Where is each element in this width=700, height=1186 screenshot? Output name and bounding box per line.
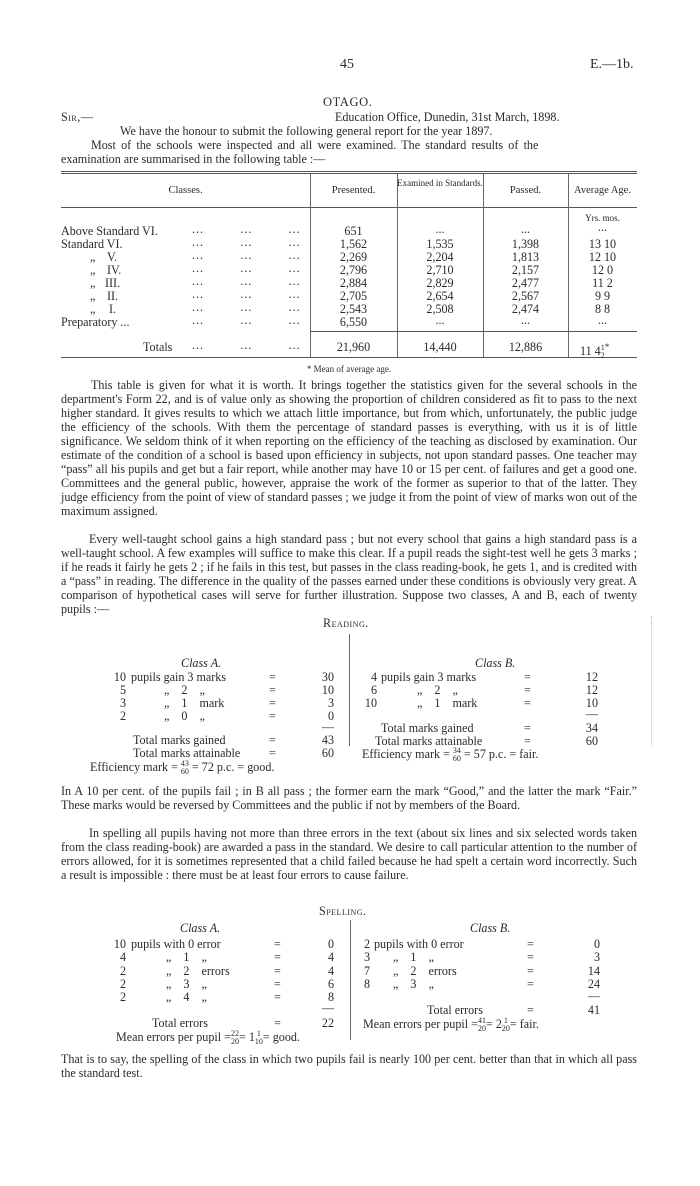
row-leader <box>192 235 301 249</box>
row-leader <box>192 261 301 275</box>
totals-age-value: 11 4 <box>580 344 601 359</box>
mean-result: = good. <box>262 1030 300 1044</box>
row-age: 11 2 <box>592 276 613 290</box>
header-classes: Classes. <box>168 185 203 196</box>
row-presented: 2,269 <box>339 250 368 264</box>
pupil-count: 5 <box>119 683 126 697</box>
document-reference: E.—1b. <box>590 57 634 72</box>
row-leader <box>192 222 301 236</box>
efficiency-label: Efficiency mark = <box>90 760 178 774</box>
leader-dots: ... <box>240 235 253 249</box>
row-value: 4 <box>327 950 334 964</box>
equals-sign: = <box>524 670 531 684</box>
fraction-numerator: 43 <box>180 759 189 769</box>
row-value: 30 <box>321 670 334 684</box>
total-marks-attainable: 60 <box>585 734 598 748</box>
row-label: V. <box>107 250 118 264</box>
mean-result: = fair. <box>509 1017 539 1031</box>
leader-dots: ... <box>240 274 253 288</box>
pupil-count: 8 <box>363 977 370 991</box>
leader-dots: ... <box>192 300 205 314</box>
fraction-numerator: 34 <box>452 746 461 756</box>
row-text: pupils gain 3 marks <box>381 670 477 684</box>
fraction-numerator: 1 <box>600 343 605 353</box>
row-text: „ 2 „ <box>164 683 205 697</box>
sum-rule: — <box>585 707 598 721</box>
equals-sign: = <box>524 696 531 710</box>
equals-sign: = <box>274 1016 281 1030</box>
row-text: pupils with 0 error <box>374 937 464 951</box>
row-age: ... <box>597 313 608 327</box>
mean-fraction <box>231 1030 239 1046</box>
row-ditto: „ <box>90 263 96 277</box>
row-value: 12 <box>585 670 598 684</box>
row-text: „ 3 „ <box>166 977 207 991</box>
leader-dots: ... <box>240 300 253 314</box>
row-presented: 6,550 <box>339 315 368 329</box>
mean-remainder-fraction <box>255 1030 263 1046</box>
row-age: 13 10 <box>588 237 617 251</box>
pupil-count: 4 <box>370 670 377 684</box>
page-number: 45 <box>340 57 354 72</box>
leader-dots: ... <box>192 261 205 275</box>
equals-sign: = <box>527 937 534 951</box>
leader-dots: ... <box>288 287 301 301</box>
total-marks-attainable: 60 <box>321 746 334 760</box>
reading-class-a-title: Class A. <box>181 656 222 670</box>
row-value: 6 <box>327 977 334 991</box>
row-ditto: „ <box>90 276 96 290</box>
leader-dots: ... <box>240 261 253 275</box>
row-examined: 2,710 <box>426 263 454 277</box>
leader-dots: ... <box>240 287 253 301</box>
row-examined: 2,508 <box>426 302 454 316</box>
spelling-class-a-title: Class A. <box>180 921 221 935</box>
pupil-count: 10 <box>364 696 377 710</box>
pupil-count: 2 <box>119 709 126 723</box>
equals-sign: = <box>527 977 534 991</box>
total-errors: 41 <box>587 1003 600 1017</box>
leader-dots: ... <box>288 274 301 288</box>
header-examined <box>397 178 483 189</box>
pupil-count: 6 <box>370 683 377 697</box>
row-presented: 2,543 <box>339 302 368 316</box>
row-label: III. <box>105 276 121 290</box>
leader-dots: ... <box>288 313 301 327</box>
fraction-denominator: 10 <box>254 1037 263 1047</box>
total-errors-label: Total errors <box>152 1016 208 1030</box>
reading-class-b-title: Class B. <box>475 656 516 670</box>
row-presented: 2,705 <box>339 289 368 303</box>
fraction-denominator: 2 <box>600 351 605 361</box>
row-value: 10 <box>585 696 598 710</box>
leader-dots: ... <box>288 300 301 314</box>
leader-dots: ... <box>240 338 253 352</box>
row-examined: 2,654 <box>426 289 454 303</box>
row-age: 8 8 <box>594 302 611 316</box>
mean-whole: = 1 <box>238 1030 255 1044</box>
row-passed: 2,477 <box>511 276 540 290</box>
equals-sign: = <box>269 683 276 697</box>
row-age: ... <box>597 220 608 234</box>
row-text: „ 1 „ <box>393 950 434 964</box>
leader-dots: ... <box>192 287 205 301</box>
fraction-denominator: 20 <box>477 1024 486 1034</box>
row-passed: 2,474 <box>511 302 540 316</box>
row-label: Above Standard VI. <box>61 224 158 238</box>
row-passed: 1,813 <box>511 250 540 264</box>
equals-sign: = <box>527 950 534 964</box>
row-passed: ... <box>520 313 531 327</box>
salutation: Sir,— <box>61 110 94 124</box>
row-passed: 2,157 <box>511 263 540 277</box>
equals-sign: = <box>269 746 276 760</box>
leader-dots: ... <box>288 261 301 275</box>
row-label: I. <box>109 302 117 316</box>
fraction-numerator: 22 <box>230 1029 239 1039</box>
row-text: „ 1 mark <box>417 696 478 710</box>
totals-age <box>580 340 609 360</box>
equals-sign: = <box>269 733 276 747</box>
equals-sign: = <box>524 721 531 735</box>
row-value: 14 <box>587 964 600 978</box>
row-text: „ 2 „ <box>417 683 458 697</box>
totals-presented: 21,960 <box>336 340 371 354</box>
row-value: 24 <box>587 977 600 991</box>
fraction-denominator: 60 <box>180 767 189 777</box>
table-footnote: * Mean of average age. <box>306 364 392 374</box>
fraction-numerator: 41 <box>477 1016 486 1026</box>
pupil-count: 2 <box>119 990 126 1004</box>
row-presented: 2,884 <box>339 276 368 290</box>
efficiency-label: Efficiency mark = <box>362 747 450 761</box>
section-title: OTAGO. <box>323 95 373 109</box>
row-value: 3 <box>593 950 600 964</box>
row-presented: 651 <box>344 224 363 238</box>
row-passed: 1,398 <box>511 237 540 251</box>
row-age: 9 9 <box>594 289 611 303</box>
paragraph-spelling-rule: In spelling all pupils having not more than three errors in the text (about six lines and six selected words taken from the class reading-book) are awarded a pass in the standard. We desire to call particular attention to the number of errors allowed, for it is sometimes represented that a child failed because he had spelt a certain word incorrectly. Such a result is impossible : there must be at least four errors to cause failure. <box>61 826 637 882</box>
row-examined: 1,535 <box>426 237 454 251</box>
mean-errors <box>116 1030 300 1046</box>
row-leader <box>192 313 301 327</box>
row-passed: 2,567 <box>511 289 540 303</box>
row-value: 12 <box>585 683 598 697</box>
efficiency-fraction <box>453 747 461 763</box>
fraction-denominator: 60 <box>452 754 461 764</box>
row-text: „ 1 „ <box>166 950 207 964</box>
row-text: „ 3 „ <box>393 977 434 991</box>
row-presented: 2,796 <box>339 263 368 277</box>
row-passed: ... <box>520 222 531 236</box>
intro-line-2: Most of the schools were inspected and all were examined. The standard results of the <box>91 138 539 152</box>
row-value: 3 <box>327 696 334 710</box>
leader-dots: ... <box>288 222 301 236</box>
spelling-class-b-title: Class B. <box>470 921 511 935</box>
spelling-title: Spelling. <box>319 904 367 918</box>
header-passed: Passed. <box>509 185 542 196</box>
total-marks-gained-label: Total marks gained <box>381 721 474 735</box>
pupil-count: 2 <box>119 977 126 991</box>
mean-errors-label: Mean errors per pupil = <box>116 1030 231 1044</box>
mean-whole: = 2 <box>485 1017 502 1031</box>
sum-rule: — <box>587 989 600 1003</box>
row-leader <box>192 274 301 288</box>
total-errors: 22 <box>321 1016 334 1030</box>
row-leader <box>192 300 301 314</box>
fraction-numerator: 1 <box>256 1029 261 1039</box>
row-leader <box>192 338 301 352</box>
leader-dots: ... <box>192 248 205 262</box>
row-label: Standard VI. <box>61 237 123 251</box>
header-examined-label: Examined in Standards. <box>397 178 483 188</box>
row-value: 4 <box>327 964 334 978</box>
intro-line-1: We have the honour to submit the following general report for the year 1897. <box>120 124 493 138</box>
fraction-numerator: 1 <box>503 1016 508 1026</box>
equals-sign: = <box>274 977 281 991</box>
efficiency-mark <box>362 747 538 763</box>
leader-dots: ... <box>192 313 205 327</box>
row-value: 0 <box>327 709 334 723</box>
row-text: „ 1 mark <box>164 696 225 710</box>
efficiency-result: = 57 p.c. = fair. <box>463 747 539 761</box>
row-text: „ 2 errors <box>393 964 457 978</box>
totals-examined: 14,440 <box>423 340 457 354</box>
leader-dots: ... <box>240 313 253 327</box>
row-ditto: „ <box>90 289 96 303</box>
pupil-count: 2 <box>119 964 126 978</box>
row-text: pupils gain 3 marks <box>131 670 227 684</box>
equals-sign: = <box>524 683 531 697</box>
equals-sign: = <box>274 990 281 1004</box>
leader-dots: ... <box>240 222 253 236</box>
paragraph-reading-result: In A 10 per cent. of the pupils fail ; in B all pass ; the former earn the mark “Good,” and the latter the mark “Fair.” These marks would be reversed by Committees and the public if not by members of the Board. <box>61 784 637 812</box>
mean-errors-label: Mean errors per pupil = <box>363 1017 478 1031</box>
sum-rule: — <box>321 1001 334 1015</box>
equals-sign: = <box>527 964 534 978</box>
row-label: IV. <box>107 263 122 277</box>
sum-rule: — <box>321 720 334 734</box>
row-ditto: „ <box>90 302 96 316</box>
row-value: 0 <box>593 937 600 951</box>
total-marks-gained-label: Total marks gained <box>133 733 226 747</box>
total-marks-gained: 43 <box>321 733 334 747</box>
equals-sign: = <box>274 950 281 964</box>
paragraph-closing: That is to say, the spelling of the class in which two pupils fail is nearly 100 per cent. better than that in which all pass the standard test. <box>61 1052 637 1080</box>
office-line: Education Office, Dunedin, 31st March, 1898. <box>335 110 560 124</box>
mean-remainder-fraction <box>502 1017 510 1033</box>
leader-dots: ... <box>288 248 301 262</box>
paragraph-table-comment: This table is given for what it is worth. It brings together the statistics given for the several schools in the department's Form 22, and is of value only as showing the proportion of children considered as fit to pass to the next higher standard. It gives results to which we attach little importance, but from which, unfortunately, the public judge the efficiency of the schools. With them the percentage of standard passes is everything, with us it is of little significance. We seldom think of it when reporting on the efficiency of the teaching as disclosed by examination. Our estimate of the condition of a school is based upon efficiency in subjects, not upon standard passes. One teacher may “pass” all his pupils and get but a fair report, while another may have 10 or 15 per cent. of failures and get a good one. Committees and the general public, however, appraise the work of the former as superior to that of the latter. They judge efficiency from the point of view of standard passes ; we judge it from the point of view of marks won out of the maximum assigned. <box>61 378 637 518</box>
leader-dots: ... <box>192 235 205 249</box>
equals-sign: = <box>274 937 281 951</box>
mean-errors <box>363 1017 539 1033</box>
paragraph-standard-pass: Every well-taught school gains a high standard pass ; but not every school that gains a high standard pass is a well-taught school. A few examples will suffice to make this clear. If a pupil reads the sight-test well he gets 3 marks ; if he reads it fairly he gets 2 ; if he fails in this test, but passes in the class reading-book, he gets 1, and is credited with a “pass” in reading. The difference in the quality of the passes earned under these conditions is obviously very great. A comparison of hypothetical cases will serve for further illustration. Suppose two classes, A and B, each of twenty pupils :— <box>61 532 637 616</box>
reading-title: Reading. <box>323 616 369 630</box>
leader-dots: ... <box>192 338 205 352</box>
pupil-count: 4 <box>119 950 126 964</box>
row-leader <box>192 287 301 301</box>
row-text: „ 2 errors <box>166 964 230 978</box>
header-average-age: Average Age. <box>574 185 631 196</box>
intro-line-3: examination are summarised in the following table :— <box>61 152 326 166</box>
pupil-count: 2 <box>363 937 370 951</box>
equals-sign: = <box>524 734 531 748</box>
pupil-count: 3 <box>363 950 370 964</box>
row-leader <box>192 248 301 262</box>
totals-passed: 12,886 <box>508 340 543 354</box>
header-presented: Presented. <box>331 185 376 196</box>
efficiency-mark <box>90 760 274 776</box>
leader-dots: ... <box>192 274 205 288</box>
row-value: 0 <box>327 937 334 951</box>
row-age: 12 10 <box>588 250 617 264</box>
total-marks-gained: 34 <box>585 721 598 735</box>
row-value: 10 <box>321 683 334 697</box>
row-examined: ... <box>435 313 445 327</box>
efficiency-result: = 72 p.c. = good. <box>191 760 275 774</box>
row-value: 8 <box>327 990 334 1004</box>
row-text: pupils with 0 error <box>131 937 221 951</box>
row-examined: ... <box>435 222 445 236</box>
total-marks-attainable-label: Total marks attainable <box>133 746 241 760</box>
equals-sign: = <box>269 709 276 723</box>
fraction-denominator: 20 <box>230 1037 239 1047</box>
pupil-count: 10 <box>113 937 126 951</box>
leader-dots: ... <box>240 248 253 262</box>
row-examined: 2,204 <box>426 250 454 264</box>
row-text: „ 0 „ <box>164 709 205 723</box>
row-text: „ 4 „ <box>166 990 207 1004</box>
leader-dots: ... <box>288 338 301 352</box>
row-ditto: „ <box>90 250 96 264</box>
equals-sign: = <box>274 964 281 978</box>
total-errors-label: Total errors <box>427 1003 483 1017</box>
row-presented: 1,562 <box>339 237 368 251</box>
row-age: 12 0 <box>591 263 614 277</box>
efficiency-fraction <box>181 760 189 776</box>
row-label: Preparatory ... <box>61 315 130 329</box>
totals-label: Totals <box>143 340 173 354</box>
total-marks-attainable-label: Total marks attainable <box>375 734 483 748</box>
equals-sign: = <box>269 670 276 684</box>
pupil-count: 10 <box>113 670 126 684</box>
equals-sign: = <box>269 696 276 710</box>
pupil-count: 7 <box>363 964 370 978</box>
equals-sign: = <box>527 1003 534 1017</box>
pupil-count: 3 <box>119 696 126 710</box>
mean-fraction <box>478 1017 486 1033</box>
leader-dots: ... <box>192 222 205 236</box>
row-examined: 2,829 <box>426 276 454 290</box>
age-units: Yrs. mos. <box>585 213 620 223</box>
leader-dots: ... <box>288 235 301 249</box>
footnote-mark: * <box>604 342 610 352</box>
fraction-denominator: 20 <box>501 1024 510 1034</box>
row-label: II. <box>107 289 119 303</box>
